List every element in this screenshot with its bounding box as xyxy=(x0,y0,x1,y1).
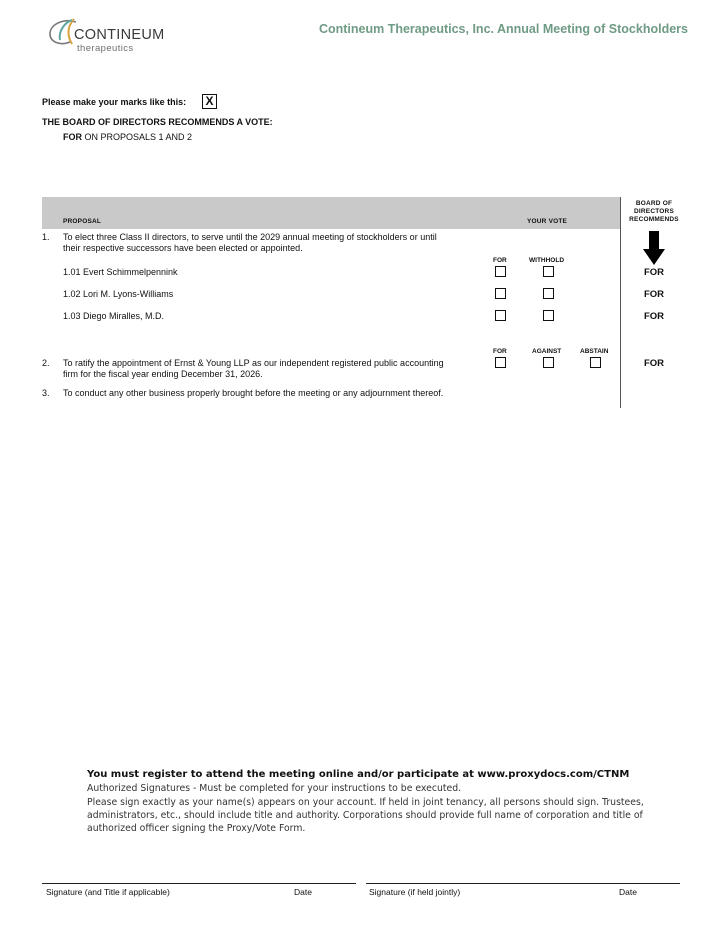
down-arrow-icon xyxy=(643,231,665,265)
signing-instructions-line1: Please sign exactly as your name(s) appears on your account. If held in joint tenancy, all persons should sign. Trustees, xyxy=(87,797,644,808)
nominee-2-recommendation: FOR xyxy=(643,289,665,300)
proposal-2-text-line2: firm for the fiscal year ending December 31, 2026. xyxy=(63,369,263,379)
column-header-board-recommends: BOARD OF DIRECTORS RECOMMENDS xyxy=(629,200,679,223)
marks-instruction: Please make your marks like this: xyxy=(42,97,187,107)
for-word: FOR xyxy=(63,132,82,142)
column-header-your-vote: YOUR VOTE xyxy=(527,218,568,225)
proposal-1-text-line2: their respective successors have been elected or appointed. xyxy=(63,243,303,253)
proposals-text: ON PROPOSALS 1 AND 2 xyxy=(82,132,193,142)
nominee-3-label: 1.03 Diego Miralles, M.D. xyxy=(63,311,165,321)
nominee-1-recommendation: FOR xyxy=(643,267,665,278)
proposal-1-for-header: FOR xyxy=(493,257,507,264)
logo-wordmark: CONTINEUM xyxy=(74,27,165,43)
signature-1-date-label: Date xyxy=(294,887,312,897)
company-logo xyxy=(46,16,186,56)
proposal-3-number: 3. xyxy=(42,388,50,398)
nominee-3-recommendation: FOR xyxy=(643,311,665,322)
signature-line-1[interactable] xyxy=(42,883,356,884)
proposal-2-for-checkbox[interactable] xyxy=(495,357,506,368)
signing-instructions-line3: authorized officer signing the Proxy/Vote Form. xyxy=(87,823,306,834)
proposal-2-number: 2. xyxy=(42,358,50,368)
proposal-2-recommendation: FOR xyxy=(643,358,665,369)
signature-2-date-label: Date xyxy=(619,887,637,897)
proposal-1-text-line1: To elect three Class II directors, to serve until the 2029 annual meeting of stockholders or until xyxy=(63,232,437,242)
signing-instructions-line2: administrators, etc., should include title and authority. Corporations should provide full name of corporation and title of xyxy=(87,810,643,821)
nominee-2-for-checkbox[interactable] xyxy=(495,288,506,299)
board-recommendation-heading: THE BOARD OF DIRECTORS RECOMMENDS A VOTE: xyxy=(42,117,273,127)
nominee-3-for-checkbox[interactable] xyxy=(495,310,506,321)
nominee-1-withhold-checkbox[interactable] xyxy=(543,266,554,277)
proposal-2-for-header: FOR xyxy=(493,348,507,355)
nominee-2-withhold-checkbox[interactable] xyxy=(543,288,554,299)
example-mark-box: X xyxy=(202,94,217,109)
recommend-column-divider xyxy=(620,197,621,408)
proposal-2-text-line1: To ratify the appointment of Ernst & Young LLP as our independent registered public accounting xyxy=(63,358,444,368)
nominee-1-for-checkbox[interactable] xyxy=(495,266,506,277)
signature-line-2[interactable] xyxy=(366,883,680,884)
proposal-2-abstain-checkbox[interactable] xyxy=(590,357,601,368)
signature-2-label: Signature (if held jointly) xyxy=(369,887,461,897)
nominee-3-withhold-checkbox[interactable] xyxy=(543,310,554,321)
proposal-1-number: 1. xyxy=(42,232,50,242)
meeting-title: Contineum Therapeutics, Inc. Annual Meeting of Stockholders xyxy=(318,22,688,36)
nominee-1-label: 1.01 Evert Schimmelpennink xyxy=(63,267,178,277)
proposal-3-text: To conduct any other business properly brought before the meeting or any adjournment thereof. xyxy=(63,388,444,398)
proposal-2-abstain-header: ABSTAIN xyxy=(580,348,609,355)
proposal-2-against-header: AGAINST xyxy=(532,348,562,355)
nominee-2-label: 1.02 Lori M. Lyons-Williams xyxy=(63,289,174,299)
registration-notice: You must register to attend the meeting online and/or participate at www.proxydocs.com/CTNM xyxy=(87,769,630,780)
proposal-1-withhold-header: WITHHOLD xyxy=(529,257,565,264)
board-recommendation-summary xyxy=(63,132,192,142)
proposal-2-against-checkbox[interactable] xyxy=(543,357,554,368)
authorized-signatures-note: Authorized Signatures - Must be completed for your instructions to be executed. xyxy=(87,783,462,794)
logo-subtitle: therapeutics xyxy=(77,43,134,54)
column-header-proposal: PROPOSAL xyxy=(63,218,102,225)
signature-1-label: Signature (and Title if applicable) xyxy=(46,887,170,897)
